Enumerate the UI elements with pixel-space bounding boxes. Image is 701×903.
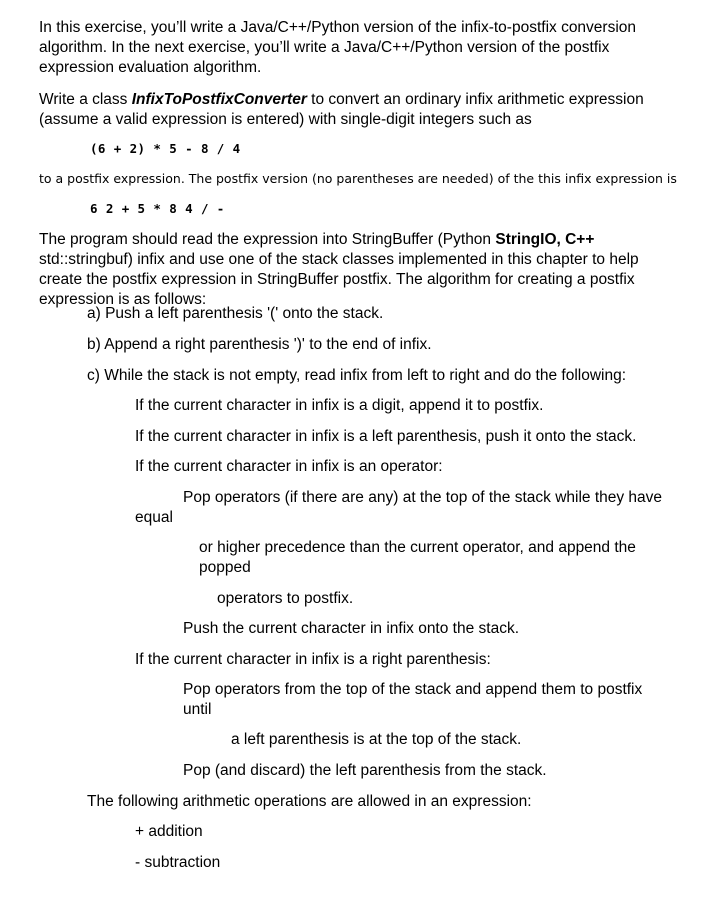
task-paragraph [39, 90, 669, 130]
rule-pop-operators-1: Pop operators (if there are any) at the top of the stack while they have equal [135, 489, 663, 526]
rule-pop-operators-2: or higher precedence than the current operator, and append the popped [199, 539, 636, 576]
operation-addition: + addition [135, 823, 203, 840]
program-text-2: std::stringbuf) infix and use one of the stack classes implemented in this chapter to help create the postfix expression in StringBuffer postfix. The algorithm for creating a postfix expression is as follows: [39, 251, 639, 308]
step-a: a) Push a left parenthesis '(' onto the stack. [87, 305, 384, 322]
infix-example: (6 + 2) * 5 - 8 / 4 [90, 141, 241, 156]
operations-intro: The following arithmetic operations are allowed in an expression: [87, 793, 532, 810]
program-text-bold: StringIO, C++ [495, 231, 595, 248]
task-text-pre: Write a class [39, 91, 132, 108]
class-name: InfixToPostfixConverter [131, 91, 307, 108]
rule-digit: If the current character in infix is a digit, append it to postfix. [135, 397, 544, 414]
rule-push-current: Push the current character in infix onto the stack. [183, 620, 520, 637]
rule-operator: If the current character in infix is an operator: [135, 458, 443, 475]
rule-pop-until-1: Pop operators from the top of the stack and append them to postfix until [183, 681, 643, 718]
postfix-example: 6 2 + 5 * 8 4 / - [90, 201, 225, 216]
rule-right-paren: If the current character in infix is a right parenthesis: [135, 651, 491, 668]
intro-paragraph: In this exercise, you’ll write a Java/C++/Python version of the infix-to-postfix conversion algorithm. In the next exercise, you’ll write a Java/C++/Python version of the postfix expression evaluation algorithm. [39, 19, 637, 76]
program-paragraph [39, 230, 669, 310]
task-text-post: to convert an ordinary infix arithmetic expression (assume a valid expression is entered) with single-digit integers such as [39, 91, 644, 128]
step-b: b) Append a right parenthesis ')' to the end of infix. [87, 336, 432, 353]
rule-discard: Pop (and discard) the left parenthesis from the stack. [183, 762, 547, 779]
rule-pop-until-2: a left parenthesis is at the top of the stack. [231, 731, 522, 748]
step-c: c) While the stack is not empty, read infix from left to right and do the following: [87, 367, 627, 384]
rule-pop-operators-3: operators to postfix. [217, 590, 354, 607]
postfix-note: to a postfix expression. The postfix version (no parentheses are needed) of the this infix expression is [39, 171, 677, 186]
rule-left-paren: If the current character in infix is a left parenthesis, push it onto the stack. [135, 428, 637, 445]
operation-subtraction: - subtraction [135, 854, 221, 871]
program-text-1: The program should read the expression into StringBuffer (Python [39, 231, 496, 248]
